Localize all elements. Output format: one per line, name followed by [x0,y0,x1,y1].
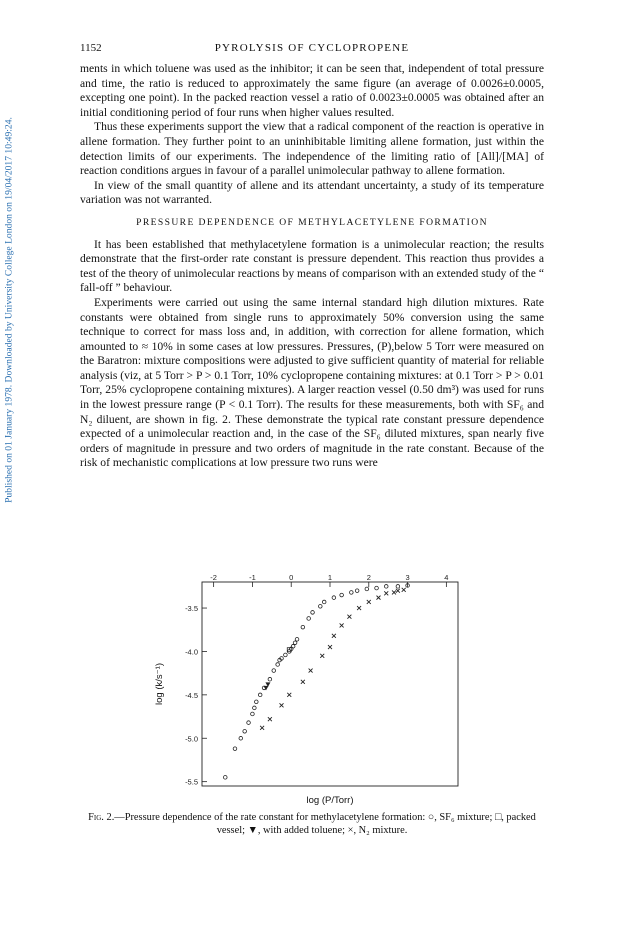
paragraph: ments in which toluene was used as the inhibitor; it can be seen that, independent of total pressure and time, the ratio is reduced to approximately the same figure (an average of 0.0026±0.0005, excepting one point). In the packed reaction vessel a ratio of 0.0023±0.0005 was obtained after an initial conditioning period of four runs when higher values resulted. [80,62,544,119]
y-tick-label: -4.5 [185,690,198,700]
x-tick-label: 0 [289,574,294,582]
y-axis-label: log (k/s⁻¹) [154,663,165,705]
x-tick-label: 4 [444,574,449,582]
sf6-point [247,721,251,725]
sf6-point [276,663,280,667]
sf6-point [223,776,227,780]
sf6-point [243,730,247,734]
n2-point [384,591,388,595]
publication-notice: Published on 01 January 1978. Downloaded by University College London on 19/04/2017 10:49:24. [3,117,15,503]
y-tick-label: -5.0 [185,734,198,744]
sf6-point [268,677,272,681]
n2-point [357,606,361,610]
x-tick-label: 3 [405,574,410,582]
paragraph: In view of the small quantity of allene and its attendant uncertainty, a study of its temperature variation was not warranted. [80,178,544,207]
x-tick-label: -1 [249,574,256,582]
sf6-point [332,596,336,600]
n2-point [320,654,324,658]
running-title: PYROLYSIS OF CYCLOPROPENE [214,42,410,54]
n2-point [301,680,305,684]
n2-point [287,693,291,697]
n2-point [280,703,284,707]
article-body [80,62,544,471]
sf6-point [322,600,326,604]
n2-point [328,645,332,649]
y-tick-label: -4.0 [185,647,198,657]
sf6-point [272,669,276,673]
page-number: 1152 [80,42,102,54]
sf6-point [375,586,379,590]
n2-point [332,634,336,638]
sf6-point [301,625,305,629]
n2-point [376,596,380,600]
y-tick-label: -5.5 [185,777,198,787]
sf6-point [253,706,257,710]
caption-text: —Pressure dependence of the rate constant for methylacetylene formation: ○, SF₆ mixture; □, packed vessel; ▼, with added toluene; ×, N₂ mixture. [114,812,536,836]
n2-point [309,669,313,673]
y-tick-label: -3.5 [185,604,198,614]
paragraph: Experiments were carried out using the same internal standard high dilution mixtures. Rate constants were obtained from single runs to approximately 50% conversion using the same technique to correct for mass loss and, in addition, with correction for allene formation, which amounted to ≈ 10% in some cases at low pressures. Pressures, (P),below 5 Torr were measured on the Baratron: mixture compositions were adjusted to give sufficient quantity of material for reliable analysis (viz, at 5 Torr > P > 0.1 Torr, 10% cyclopropene containing mixtures: at 0.1 Torr > P > 0.01 Torr, 25% cyclopropene containing mixtures). A larger reaction vessel (0.50 dm³) was used for runs in the lowest pressure range (P < 0.1 Torr). The results for these measurements, both with SF₆ and N₂ diluent, are shown in fig. 2. These demonstrate the typical rate constant pressure dependence expected of a unimolecular reaction and, in the case of the SF₆ diluted mixtures, span nearly five orders of magnitude in pressure and two orders of magnitude in the rate constant. Because of the risk of mechanistic complications at low pressure two runs were [80,295,544,470]
publication-sidebar [2,20,16,600]
sf6-point [311,611,315,615]
running-header [80,42,544,58]
sf6-point [258,693,262,697]
sf6-point [396,585,400,589]
n2-point [260,726,264,730]
n2-point [268,717,272,721]
x-tick-label: 2 [366,574,371,582]
sf6-point [384,585,388,589]
x-tick-label: -2 [210,574,217,582]
n2-point [340,623,344,627]
sf6-point [291,644,295,648]
sf6-point [350,591,354,595]
figure-2 [140,574,460,806]
n2-point [402,588,406,592]
sf6-point [251,712,255,716]
figure-caption [80,811,544,837]
plot-frame [202,582,458,786]
n2-point [367,600,371,604]
sf6-point [340,593,344,597]
sf6-point [233,747,237,751]
sf6-point [255,700,259,704]
n2-point [392,590,396,594]
sf6-point [293,641,297,645]
n2-point [347,615,351,619]
caption-label: Fig. 2. [88,812,115,823]
sf6-point [355,589,359,593]
sf6-point [365,587,369,591]
scatter-chart [140,574,460,806]
paragraph: It has been established that methylacetylene formation is a unimolecular reaction; the results demonstrate that the first-order rate constant is pressure dependent. This reaction thus provides a test of the theory of unimolecular reactions by means of comparison with an extended study of the “ fall-off ” behaviour. [80,237,544,295]
section-heading: PRESSURE DEPENDENCE OF METHYLACETYLENE FORMATION [136,216,488,228]
x-axis-label: log (P/Torr) [306,795,354,806]
sf6-point [295,637,299,641]
sf6-point [284,653,288,657]
paragraph: Thus these experiments support the view that a radical component of the reaction is operative in allene formation. They further point to an uninhibitable limiting allene formation, just within the detection limits of our experiments. The independence of the limiting ratio of [All]/[MA] of reaction conditions argues in favour of a parallel unimolecular pathway to allene formation. [80,120,544,178]
x-tick-label: 1 [327,574,333,582]
sf6-point [319,605,323,609]
n2-point [396,589,400,593]
sf6-point [307,617,311,621]
sf6-point [239,736,243,740]
